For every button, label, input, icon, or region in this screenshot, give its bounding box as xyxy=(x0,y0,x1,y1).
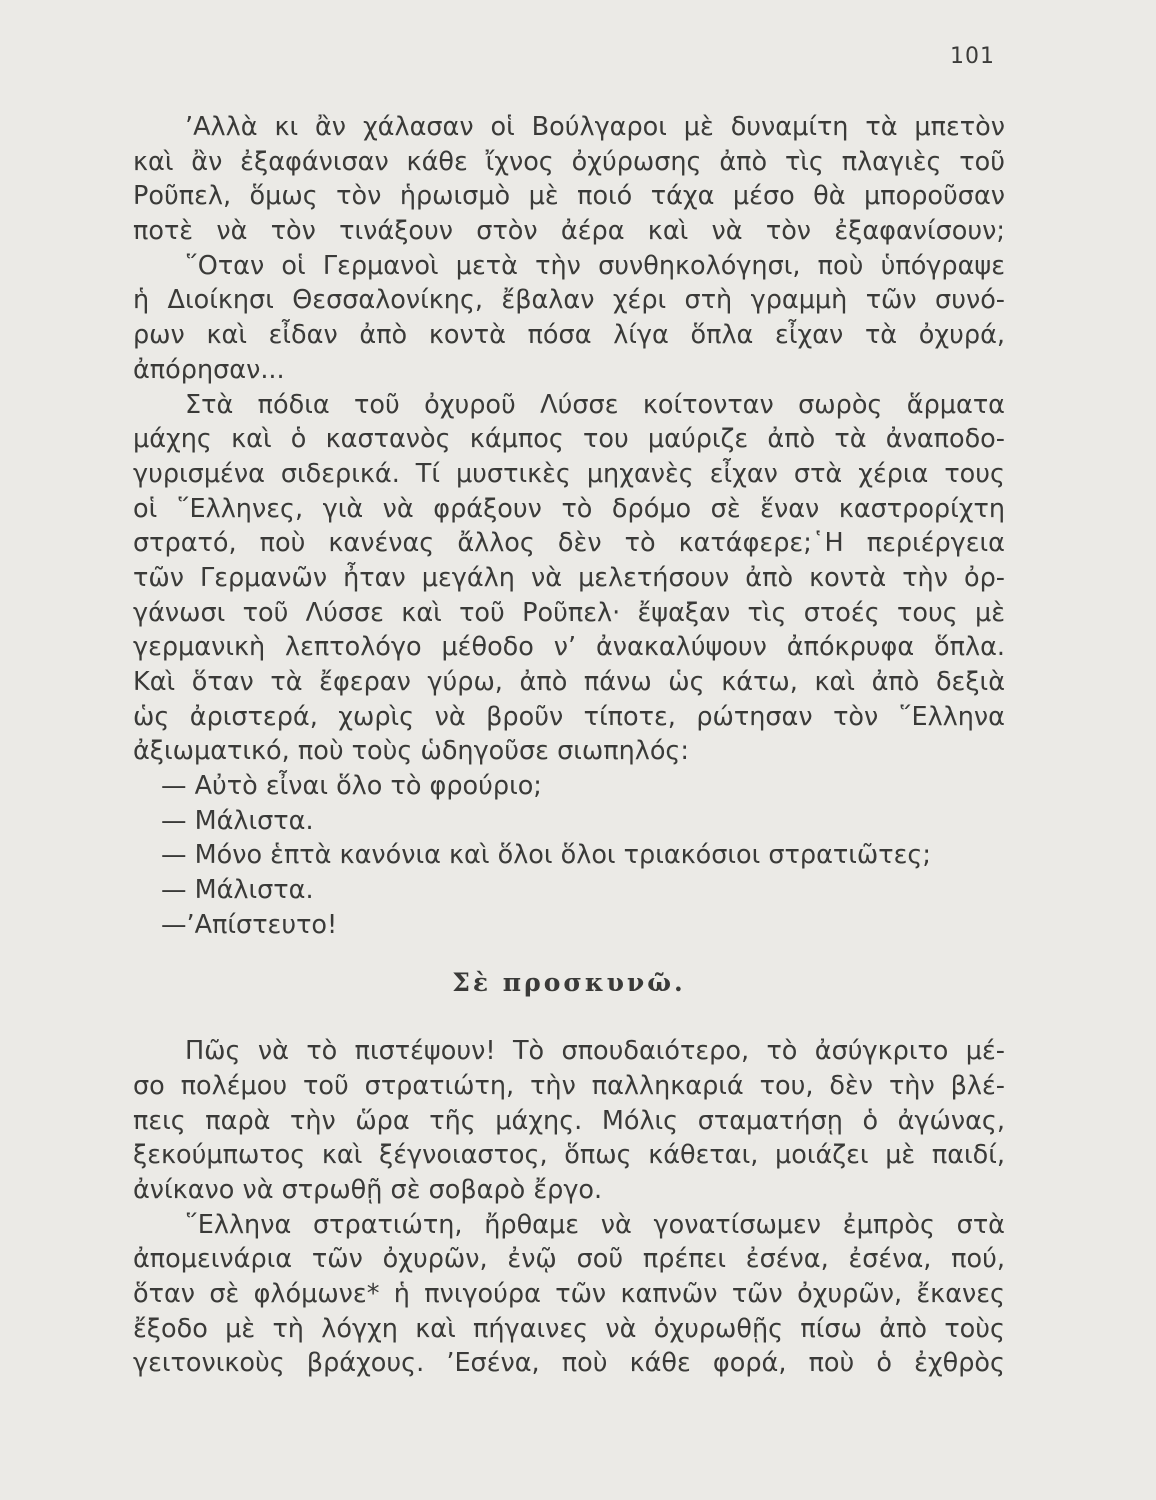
text-line: σο πολέμου τοῦ στρατιώτη, τὴν παλληκαριά του, δὲν τὴν βλέ- xyxy=(133,1070,1005,1101)
section-heading: Σὲ προσκυνῶ. xyxy=(452,967,686,997)
text-line: ἀξιωματικό, ποὺ τοὺς ὡδηγοῦσε σιωπηλός: xyxy=(133,736,689,767)
paragraph-4 xyxy=(133,1034,1005,1207)
dialogue-line: — Μόνο ἑπτὰ κανόνια καὶ ὅλοι ὅλοι τριακόσιοι στρατιῶτες; xyxy=(161,840,931,871)
text-line: Καὶ ὅταν τὰ ἔφεραν γύρω, ἀπὸ πάνω ὡς κάτω, καὶ ἀπὸ δεξιὰ xyxy=(133,667,1005,697)
page-number: 101 xyxy=(950,44,995,69)
text-line: ἀνίκανο νὰ στρωθῇ σὲ σοβαρὸ ἔργο. xyxy=(133,1174,603,1205)
text-line: ἀπομεινάρια τῶν ὀχυρῶν, ἐνῷ σοῦ πρέπει ἐσένα, ἐσένα, πού, xyxy=(133,1244,1005,1275)
dialogue-line: —’Απίστευτο! xyxy=(161,909,338,940)
text-line: γερμανικὴ λεπτολόγο μέθοδο ν’ ἀνακαλύψουν ἀπόκρυφα ὅπλα. xyxy=(133,632,1005,663)
dialogue-line: — Μάλιστα. xyxy=(161,875,314,906)
text-line: γάνωσι τοῦ Λύσσε καὶ τοῦ Ροῦπελ· ἔψαξαν τὶς στοές τους μὲ xyxy=(133,597,1005,628)
text-line: οἱ ῞Ελληνες, γιὰ νὰ φράξουν τὸ δρόμο σὲ ἕναν καστρορίχτη xyxy=(133,493,1005,524)
text-line: τῶν Γερμανῶν ἦταν μεγάλη νὰ μελετήσουν ἀπὸ κοντὰ τὴν ὀρ- xyxy=(133,562,1005,593)
text-line: ῞Οταν οἱ Γερμανοὶ μετὰ τὴν συνθηκολόγησι, ποὺ ὑπόγραψε xyxy=(185,250,1005,281)
text-line: ἀπόρησαν... xyxy=(133,354,285,385)
text-line: στρατό, ποὺ κανένας ἄλλος δὲν τὸ κατάφερε;῾Η περιέργεια xyxy=(133,528,1005,559)
text-line: Στὰ πόδια τοῦ ὀχυροῦ Λύσσε κοίτονταν σωρὸς ἅρματα xyxy=(185,389,1005,420)
text-line: ὡς ἀριστερά, χωρὶς νὰ βροῦν τίποτε, ρώτησαν τὸν ῞Ελληνα xyxy=(133,701,1005,732)
text-line: γειτονικοὺς βράχους. ’Εσένα, ποὺ κάθε φορά, ποὺ ὁ ἐχθρὸς xyxy=(133,1348,1005,1379)
text-line: ἔξοδο μὲ τὴ λόγχη καὶ πήγαινες νὰ ὀχυρωθῇς πίσω ἀπὸ τοὺς xyxy=(133,1313,1005,1344)
text-line: ἡ Διοίκησι Θεσσαλονίκης, ἔβαλαν χέρι στὴ γραμμὴ τῶν συνό- xyxy=(133,285,1005,316)
text-line: ξεκούμπωτος καὶ ξέγνοιαστος, ὅπως κάθεται, μοιάζει μὲ παιδί, xyxy=(133,1140,1005,1171)
dialogue-line: — Μάλιστα. xyxy=(161,805,314,836)
text-line: ῞Ελληνα στρατιώτη, ἤρθαμε νὰ γονατίσωμεν ἐμπρὸς στὰ xyxy=(185,1209,1005,1240)
text-line: Πῶς νὰ τὸ πιστέψουν! Τὸ σπουδαιότερο, τὸ ἀσύγκριτο μέ- xyxy=(185,1036,1005,1067)
dialogue-line: — Αὐτὸ εἶναι ὅλο τὸ φρούριο; xyxy=(161,771,542,802)
text-line: ρων καὶ εἶδαν ἀπὸ κοντὰ πόσα λίγα ὅπλα εἶχαν τὰ ὀχυρά, xyxy=(133,320,1005,351)
text-line: καὶ ἂν ἐξαφάνισαν κάθε ἴχνος ὀχύρωσης ἀπὸ τὶς πλαγιὲς τοῦ xyxy=(133,146,1005,177)
text-line: γυρισμένα σιδερικά. Τί μυστικὲς μηχανὲς εἶχαν στὰ χέρια τους xyxy=(133,458,1005,489)
paragraph-2 xyxy=(133,249,1005,388)
body-text xyxy=(133,110,1005,1381)
text-line: ποτὲ νὰ τὸν τινάξουν στὸν ἀέρα καὶ νὰ τὸν ἐξαφανίσουν; xyxy=(133,216,1005,247)
text-line: ὅταν σὲ φλόμωνε* ἡ πνιγούρα τῶν καπνῶν τῶν ὀχυρῶν, ἔκανες xyxy=(133,1279,1005,1309)
text-line: πεις παρὰ τὴν ὥρα τῆς μάχης. Μόλις σταματήσῃ ὁ ἀγώνας, xyxy=(133,1105,1005,1136)
text-line: μάχης καὶ ὁ καστανὸς κάμπος του μαύριζε ἀπὸ τὰ ἀναποδο- xyxy=(133,424,1005,455)
paragraph-3 xyxy=(133,388,1005,770)
text-line: Ροῦπελ, ὅμως τὸν ἡρωισμὸ μὲ ποιό τάχα μέσο θὰ μποροῦσαν xyxy=(133,181,1005,212)
dialogue-block xyxy=(133,769,1005,942)
paragraph-5 xyxy=(133,1208,1005,1381)
text-line: ’Αλλὰ κι ἂν χάλασαν οἱ Βούλγαροι μὲ δυναμίτη τὰ μπετὸν xyxy=(185,112,1005,142)
paragraph-1 xyxy=(133,110,1005,249)
